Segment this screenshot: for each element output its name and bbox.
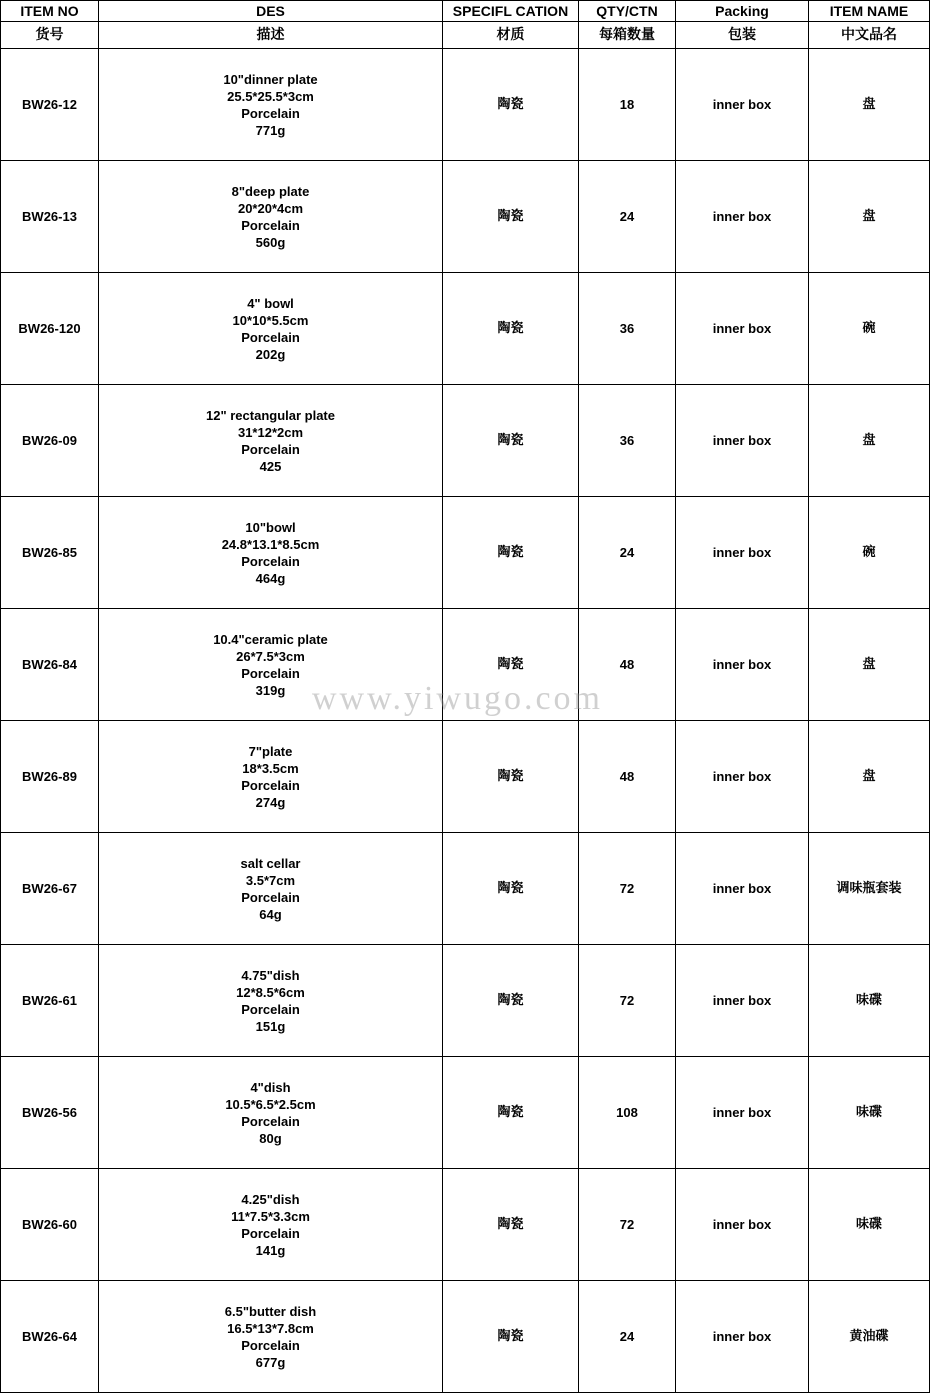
qty-ctn-cell: 36 — [579, 273, 676, 385]
table-row — [1, 1169, 930, 1281]
description-line: 10"bowl — [245, 519, 296, 535]
watermark: www.yiwugo.com — [312, 680, 603, 717]
packing-cell: inner box — [676, 1281, 809, 1393]
packing-cell: inner box — [676, 609, 809, 721]
description-line: 20*20*4cm — [237, 200, 304, 216]
description-line: 26*7.5*3cm — [236, 648, 305, 664]
qty-ctn-cell: 36 — [579, 385, 676, 497]
qty-ctn-cell: 48 — [579, 609, 676, 721]
item-no-cell: BW26-60 — [1, 1169, 99, 1281]
description-line: 4.75"dish — [241, 967, 300, 983]
header-specification: SPECIFL CATION — [443, 1, 579, 22]
description-line: 10*10*5.5cm — [232, 312, 309, 328]
description-cell — [99, 721, 443, 833]
packing-cell: inner box — [676, 721, 809, 833]
header-item-name: ITEM NAME — [809, 1, 930, 22]
description-line: Porcelain — [241, 553, 300, 569]
description-line: 274g — [255, 794, 286, 810]
description-line: Porcelain — [241, 1337, 300, 1353]
description-line: Porcelain — [241, 889, 300, 905]
product-table-body — [1, 1, 930, 1393]
description-cell — [99, 49, 443, 161]
description-line: 4.25"dish — [241, 1191, 300, 1207]
item-name-cell: 碗 — [809, 273, 930, 385]
description-line: Porcelain — [241, 441, 300, 457]
qty-ctn-cell: 24 — [579, 497, 676, 609]
packing-cell: inner box — [676, 273, 809, 385]
description-cell — [99, 1057, 443, 1169]
description-line: Porcelain — [241, 1113, 300, 1129]
description-line: Porcelain — [241, 777, 300, 793]
table-row — [1, 385, 930, 497]
qty-ctn-cell: 72 — [579, 833, 676, 945]
item-no-cell: BW26-67 — [1, 833, 99, 945]
table-row — [1, 945, 930, 1057]
description-cell — [99, 609, 443, 721]
description-line: 10.4"ceramic plate — [213, 631, 328, 647]
header-qty-ctn-zh: 每箱数量 — [579, 22, 676, 49]
item-name-cell: 盘 — [809, 161, 930, 273]
description-line: 560g — [255, 234, 286, 250]
description-cell — [99, 273, 443, 385]
item-no-cell: BW26-85 — [1, 497, 99, 609]
description-cell — [99, 385, 443, 497]
description-line: 6.5"butter dish — [224, 1303, 317, 1319]
description-line: 80g — [259, 1130, 282, 1146]
item-name-cell: 味碟 — [809, 945, 930, 1057]
header-packing-zh: 包装 — [676, 22, 809, 49]
item-no-cell: BW26-13 — [1, 161, 99, 273]
description-cell — [99, 1281, 443, 1393]
specification-cell: 陶瓷 — [443, 49, 579, 161]
item-name-cell: 盘 — [809, 721, 930, 833]
specification-cell: 陶瓷 — [443, 945, 579, 1057]
item-name-cell: 盘 — [809, 49, 930, 161]
item-no-cell: BW26-64 — [1, 1281, 99, 1393]
packing-cell: inner box — [676, 1169, 809, 1281]
description-line: 18*3.5cm — [242, 760, 299, 776]
description-line: 4" bowl — [247, 295, 294, 311]
table-row — [1, 161, 930, 273]
description-line: salt cellar — [240, 855, 301, 871]
description-line: 4"dish — [250, 1079, 291, 1095]
specification-cell: 陶瓷 — [443, 161, 579, 273]
packing-cell: inner box — [676, 497, 809, 609]
header-item-no-zh: 货号 — [1, 22, 99, 49]
qty-ctn-cell: 72 — [579, 945, 676, 1057]
specification-cell: 陶瓷 — [443, 1057, 579, 1169]
description-line: Porcelain — [241, 217, 300, 233]
packing-cell: inner box — [676, 945, 809, 1057]
header-item-no: ITEM NO — [1, 1, 99, 22]
description-line: 31*12*2cm — [237, 424, 304, 440]
item-name-cell: 味碟 — [809, 1057, 930, 1169]
header-row-zh — [1, 22, 930, 49]
description-cell — [99, 497, 443, 609]
specification-cell: 陶瓷 — [443, 609, 579, 721]
item-name-cell: 黄油碟 — [809, 1281, 930, 1393]
item-name-cell: 盘 — [809, 609, 930, 721]
description-line: 16.5*13*7.8cm — [227, 1320, 314, 1336]
qty-ctn-cell: 48 — [579, 721, 676, 833]
item-no-cell: BW26-12 — [1, 49, 99, 161]
item-no-cell: BW26-120 — [1, 273, 99, 385]
packing-cell: inner box — [676, 49, 809, 161]
qty-ctn-cell: 72 — [579, 1169, 676, 1281]
packing-cell: inner box — [676, 1057, 809, 1169]
description-line: Porcelain — [241, 1225, 300, 1241]
packing-cell: inner box — [676, 161, 809, 273]
header-packing: Packing — [676, 1, 809, 22]
description-cell — [99, 161, 443, 273]
specification-cell: 陶瓷 — [443, 721, 579, 833]
item-name-cell: 味碟 — [809, 1169, 930, 1281]
description-line: Porcelain — [241, 105, 300, 121]
qty-ctn-cell: 24 — [579, 1281, 676, 1393]
description-line: 464g — [255, 570, 286, 586]
item-no-cell: BW26-56 — [1, 1057, 99, 1169]
qty-ctn-cell: 108 — [579, 1057, 676, 1169]
description-line: 12" rectangular plate — [206, 407, 335, 423]
item-name-cell: 碗 — [809, 497, 930, 609]
item-name-cell: 盘 — [809, 385, 930, 497]
specification-cell: 陶瓷 — [443, 1281, 579, 1393]
specification-cell: 陶瓷 — [443, 497, 579, 609]
description-line: 3.5*7cm — [245, 872, 296, 888]
table-row — [1, 1281, 930, 1393]
header-item-name-zh: 中文品名 — [809, 22, 930, 49]
description-cell — [99, 945, 443, 1057]
description-cell — [99, 1169, 443, 1281]
packing-cell: inner box — [676, 833, 809, 945]
item-no-cell: BW26-84 — [1, 609, 99, 721]
description-line: 64g — [259, 906, 282, 922]
description-line: 8"deep plate — [231, 183, 310, 199]
item-name-cell: 调味瓶套装 — [809, 833, 930, 945]
header-qty-ctn: QTY/CTN — [579, 1, 676, 22]
table-row — [1, 609, 930, 721]
header-row-en — [1, 1, 930, 22]
qty-ctn-cell: 24 — [579, 161, 676, 273]
item-no-cell: BW26-89 — [1, 721, 99, 833]
table-row — [1, 273, 930, 385]
packing-cell: inner box — [676, 385, 809, 497]
description-line: 425 — [259, 458, 282, 474]
table-row — [1, 1057, 930, 1169]
item-no-cell: BW26-09 — [1, 385, 99, 497]
description-line: 202g — [255, 346, 286, 362]
specification-cell: 陶瓷 — [443, 1169, 579, 1281]
table-row — [1, 721, 930, 833]
description-line: 677g — [255, 1354, 286, 1370]
table-row — [1, 49, 930, 161]
qty-ctn-cell: 18 — [579, 49, 676, 161]
description-line: 10.5*6.5*2.5cm — [225, 1096, 316, 1112]
specification-cell: 陶瓷 — [443, 273, 579, 385]
description-line: 141g — [255, 1242, 286, 1258]
description-line: 319g — [255, 682, 286, 698]
specification-cell: 陶瓷 — [443, 385, 579, 497]
description-line: Porcelain — [241, 665, 300, 681]
description-line: 10"dinner plate — [223, 71, 318, 87]
description-line: 12*8.5*6cm — [236, 984, 305, 1000]
header-specification-zh: 材质 — [443, 22, 579, 49]
description-line: 151g — [255, 1018, 286, 1034]
description-line: 11*7.5*3.3cm — [231, 1208, 310, 1224]
description-line: 771g — [255, 122, 286, 138]
table-row — [1, 497, 930, 609]
specification-cell: 陶瓷 — [443, 833, 579, 945]
description-line: Porcelain — [241, 329, 300, 345]
header-des-zh: 描述 — [99, 22, 443, 49]
description-line: 25.5*25.5*3cm — [227, 88, 314, 104]
header-des: DES — [99, 1, 443, 22]
description-cell — [99, 833, 443, 945]
table-row — [1, 833, 930, 945]
description-line: 7"plate — [248, 743, 293, 759]
description-line: 24.8*13.1*8.5cm — [221, 536, 320, 552]
item-no-cell: BW26-61 — [1, 945, 99, 1057]
description-line: Porcelain — [241, 1001, 300, 1017]
